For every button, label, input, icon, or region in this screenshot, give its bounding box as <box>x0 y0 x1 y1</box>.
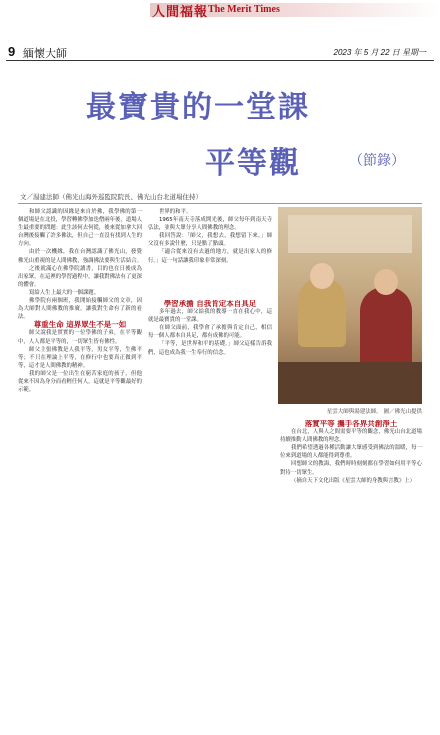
byline-rule <box>18 203 422 204</box>
paragraph: 「適合從來沒有去過的地方，就是出家人的修行。」這一句話讓我印象非常深刻。 <box>148 249 272 264</box>
paragraph: 之後就滿心在佛學院讀書，目的也在日後成為出家眾，在這裡的學習過程中，讓我對佛法有了更深的體會。 <box>18 265 142 288</box>
photo-figure-right <box>360 287 412 367</box>
paragraph: 寫給人生上最大的一個課題。 <box>29 289 100 296</box>
newspaper-english-name: The Merit Times <box>208 4 280 15</box>
photo-caption: 星雲大師與湯建法師。 圖／佛光山提供 <box>326 409 422 415</box>
subheading-2: 學習承擔 自我肯定本自具足 <box>163 300 257 308</box>
article-photo <box>278 207 422 404</box>
headline-line2: 平等觀 <box>205 146 301 181</box>
byline: 文／湯建法師（佛光山海外巡監院院長、佛光山台北道場住持） <box>20 193 202 201</box>
newspaper-logo: 人間福報 <box>152 5 209 20</box>
headline-line1: 最寶貴的一堂課 <box>86 90 310 125</box>
article-column-2 <box>148 300 272 728</box>
masthead <box>0 0 440 22</box>
paragraph: 我回答說：「師父，我想去，我想留下來。」師父沒有多說什麼，只是點了點頭。 <box>148 233 272 248</box>
photo-head-right <box>374 269 398 295</box>
paragraph: 和師父認識的因緣是來自於佛，我學佛的第一個道場是在北投，學習轉佛學加迭僧兩年後，道場人生最重要的問題：此生該何去何從，後來從加拿大回台灣後接觸了許多佛法，但自己一直沒有找到人生的方向。 <box>18 209 142 248</box>
page-number: 9 <box>8 44 16 59</box>
paragraph: 我的師父是一位出生在窮苦家庭的孩子，但他從來不因為身分而看輕任何人，這就是平等觀最好的示範。 <box>18 370 142 394</box>
section-title: 緬懷大師 <box>23 47 67 60</box>
paragraph: 多年過去，師父給我的教導一直在我心中，這就是最寶貴的一堂課。 <box>148 309 272 324</box>
paragraph: 由於一次機緣，我在台灣認識了佛光山，發覺佛光山重視的是人間佛教，強調佛法要與生活結合。 <box>18 249 142 264</box>
paragraph: 「平等，是世界和平的基礎。」師父這樣告訴我們，這也成為我一生奉行的信念。 <box>148 341 272 356</box>
paragraph: 1965年南天寺落成開光後，師父每年到南天寺弘法，並與大眾分享人間佛教的理念。 <box>148 217 272 232</box>
photo-head-left <box>310 263 334 289</box>
paragraph: 師父說我是實實的一位學佛的子弟，在平等觀中，人人都是平等的，一切眾生皆有佛性。 <box>18 330 142 345</box>
paragraph: 我們希望透過各種活動讓大眾感受到佛法的溫暖，每一位來到道場的人都能得到尊重。 <box>280 445 422 460</box>
paragraph: （摘自天下文化出版《星雲大師的身教與言教》上） <box>291 477 415 484</box>
subheading-1: 尊重生命 這界眾生不是一如 <box>33 320 127 330</box>
paragraph: 在師父面前，我學會了承擔與肯定自己，相信每一個人都本自具足，都有成佛的可能。 <box>148 325 272 340</box>
paragraph: 回想師父的教誨，我們時時刻刻都在學習如何用平等心對待一切眾生。 <box>280 461 422 476</box>
article-column-3 <box>280 420 422 728</box>
article-column-2-top <box>148 208 272 298</box>
paragraph: 師父主張佛教是人我平等，男女平等，生佛平等；不只在理論上平等，在修行中也要真正做到平等，這才是人間佛教的精神。 <box>18 346 142 369</box>
paragraph: 在台北，人與人之間需要平等的觀念，佛光山台北道場持續推動人間佛教的理念。 <box>280 429 422 444</box>
photo-table <box>278 362 422 404</box>
photo-banner <box>288 215 412 253</box>
article-column-1 <box>18 208 142 728</box>
paragraph: 世界的和平。 <box>159 209 192 215</box>
headline-excerpt-note: （節錄） <box>349 153 405 169</box>
header-rule <box>6 60 434 61</box>
dateline: 2023 年 5 月 22 日 星期一 <box>333 48 426 57</box>
subheading-3: 落實平等 攜手各界共創淨土 <box>304 420 398 428</box>
paragraph: 佛學院有兩個班，我開始接觸師父的文章，因為大師對人間佛教的推廣，讓我對生命有了新的看法。 <box>18 298 142 321</box>
